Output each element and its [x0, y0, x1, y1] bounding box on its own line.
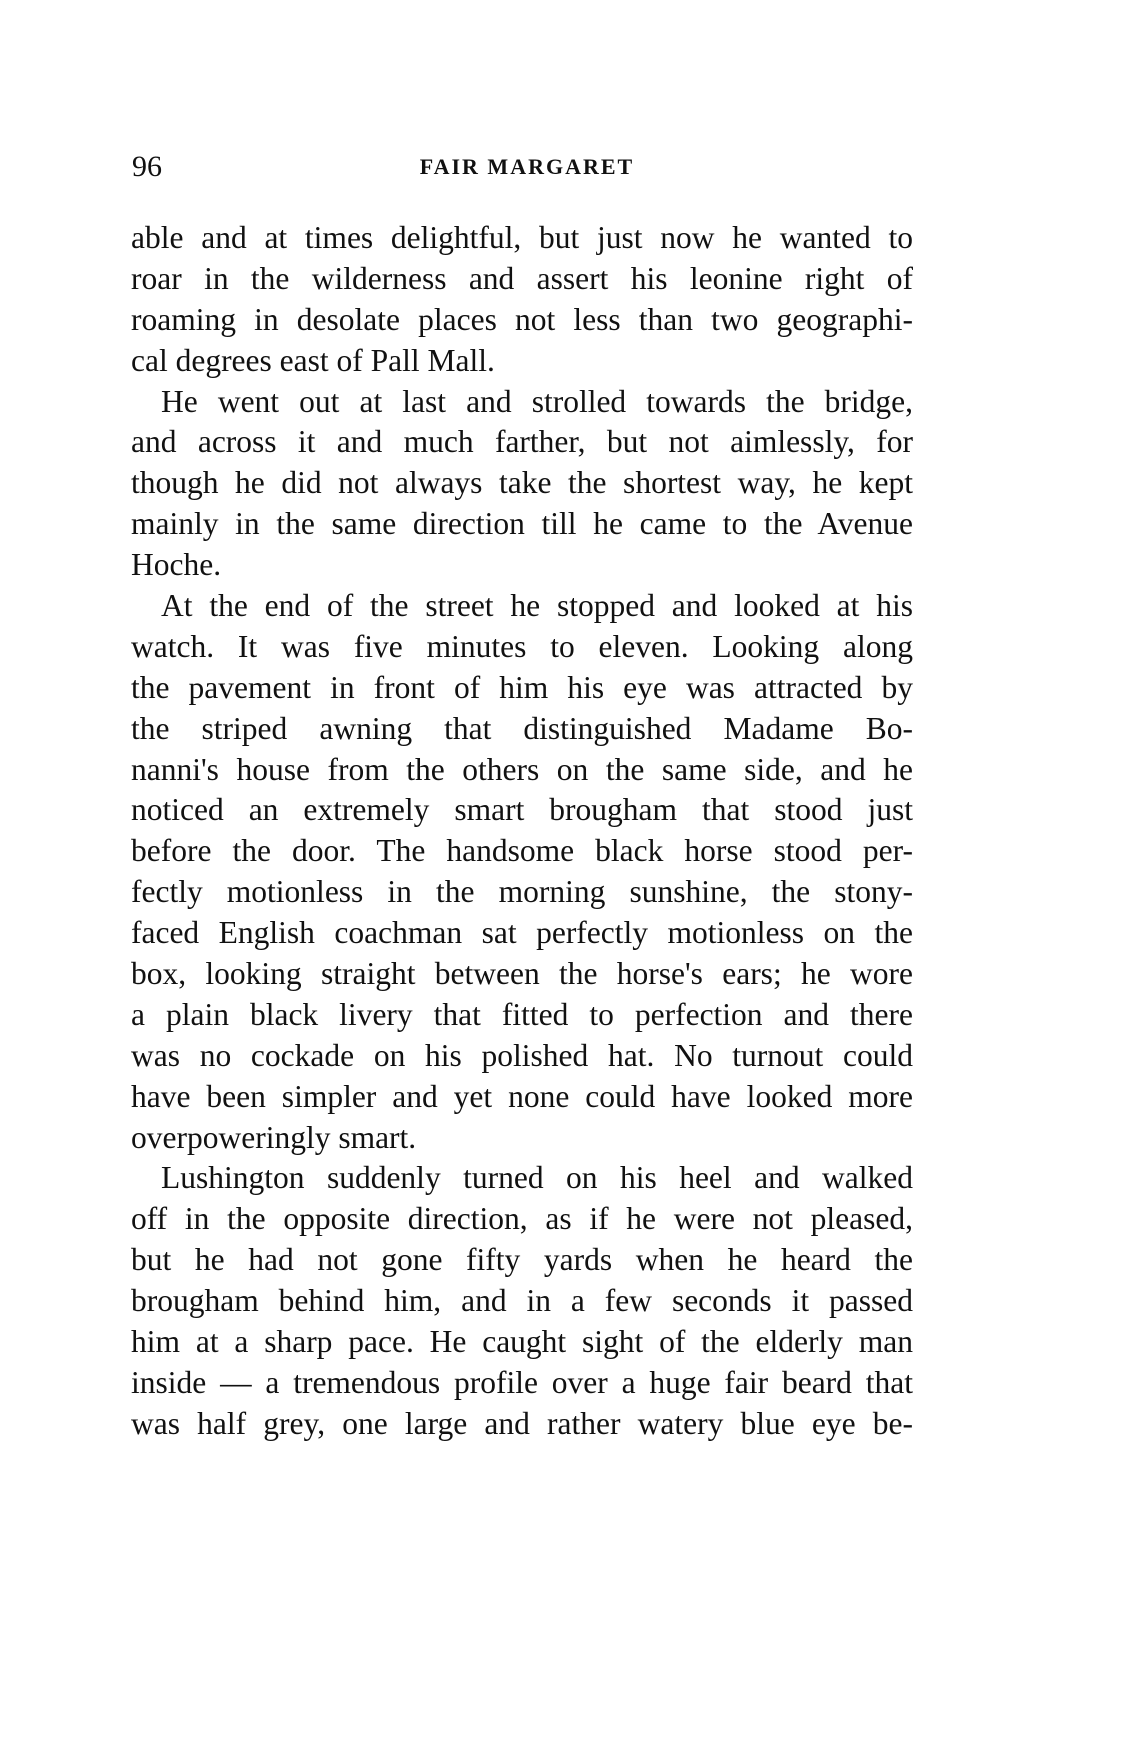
text-line: was no cockade on his polished hat. No turnout could — [131, 1037, 913, 1073]
text-line: the striped awning that distinguished Madame Bo- — [131, 710, 913, 746]
text-line: fectly motionless in the morning sunshine, the stony- — [131, 874, 913, 910]
text-line: able and at times delightful, but just now he wanted to — [131, 220, 913, 255]
text-line: cal degrees east of Pall Mall. — [131, 342, 495, 378]
text-line: a plain black livery that fitted to perfection and there — [131, 996, 913, 1032]
text-line: brougham behind him, and in a few seconds it passed — [131, 1283, 913, 1319]
text-line: watch. It was five minutes to eleven. Looking along — [131, 628, 913, 664]
text-line: overpoweringly smart. — [131, 1119, 417, 1155]
text-line: At the end of the street he stopped and looked at his — [161, 588, 913, 624]
text-line: mainly in the same direction till he came to the Avenue — [131, 506, 913, 542]
text-line: faced English coachman sat perfectly motionless on the — [131, 915, 913, 951]
text-line: inside — a tremendous profile over a huge fair beard that — [131, 1364, 913, 1400]
text-line: and across it and much farther, but not aimlessly, for — [131, 424, 913, 460]
text-line: nanni's house from the others on the same side, and he — [131, 751, 913, 787]
text-line: roar in the wilderness and assert his leonine right of — [131, 260, 913, 296]
text-line: though he did not always take the shortest way, he kept — [131, 465, 913, 501]
text-line: Lushington suddenly turned on his heel and walked — [161, 1160, 913, 1196]
page-header — [132, 150, 912, 190]
page-number: 96 — [132, 150, 162, 183]
text-line: box, looking straight between the horse's ears; he wore — [131, 956, 913, 992]
text-line: roaming in desolate places not less than two geographi- — [131, 301, 913, 337]
text-line: noticed an extremely smart brougham that stood just — [131, 792, 913, 828]
text-line: but he had not gone fifty yards when he heard the — [131, 1242, 913, 1278]
text-line: off in the opposite direction, as if he were not pleased, — [131, 1201, 913, 1237]
text-line: before the door. The handsome black horse stood per- — [131, 833, 913, 869]
text-line: the pavement in front of him his eye was attracted by — [131, 669, 913, 705]
body-text — [131, 218, 913, 1445]
text-line: have been simpler and yet none could have looked more — [131, 1078, 913, 1114]
running-title: FAIR MARGARET — [419, 154, 635, 179]
text-line: Hoche. — [131, 547, 222, 583]
text-line: He went out at last and strolled towards the bridge, — [161, 383, 913, 419]
text-line: was half grey, one large and rather watery blue eye be- — [131, 1405, 913, 1441]
text-line: him at a sharp pace. He caught sight of the elderly man — [131, 1324, 913, 1360]
